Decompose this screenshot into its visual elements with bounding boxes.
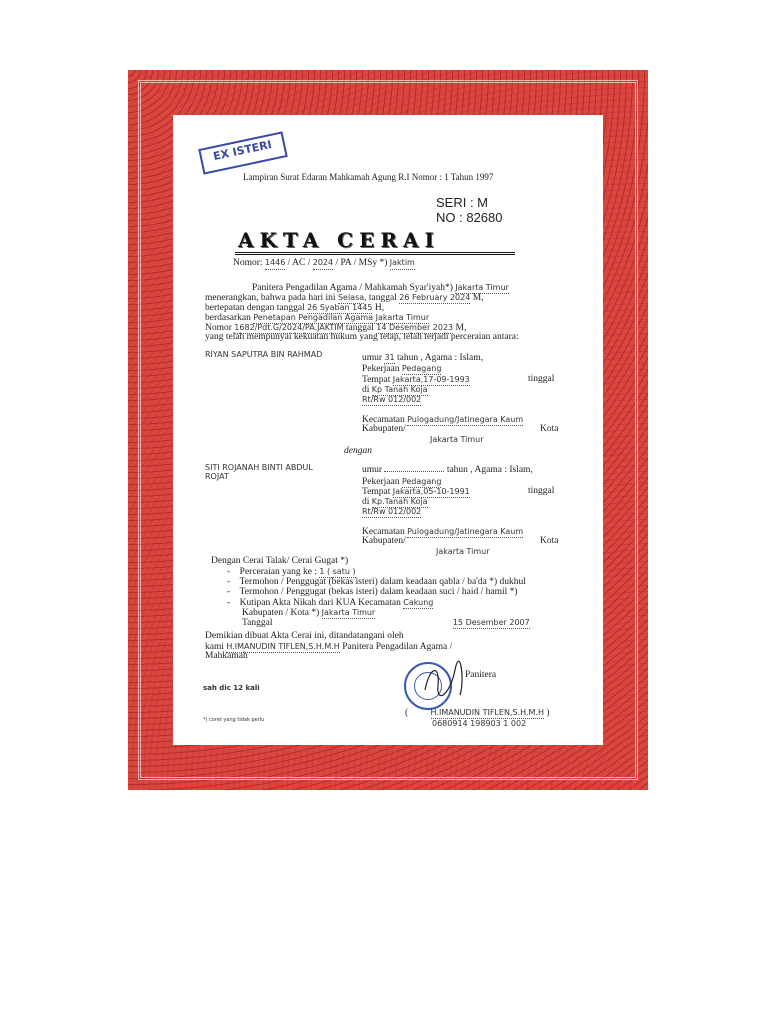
para1-line3: bertepatan dengan tanggal 26 Syaban 1445 H, <box>205 303 385 313</box>
cerai-bullet-4: - Kutipan Akta Nikah dari KUA Kecamatan Cakung <box>227 598 434 608</box>
cerai-heading: Dengan Cerai Talak/ Cerai Gugat *) <box>211 556 349 566</box>
para1-line6: yang telah mempunyai kekuatan hukum yang tetap, telah terjadi perceraian antara: <box>205 332 519 342</box>
header-text: Lampiran Surat Edaran Mahkamah Agung R.I Nomor : 1 Tahun 1997 <box>243 172 494 182</box>
para1-line4: berdasarkan Penetapan Pengadilan Agama Jakarta Timur <box>205 313 430 323</box>
cerai-bullet-2: - Termohon / Penggugat (bekas isteri) dalam keadaan qabla / ba'da *) dukhul <box>227 577 526 587</box>
title-underline <box>235 252 515 255</box>
person2-pekerjaan: Pekerjaan Pedagang <box>362 477 442 487</box>
signer-nip: 0680914 198903 1 002 <box>432 719 527 728</box>
sah-note: sah dic 12 kali <box>203 684 260 692</box>
para1-line5: Nomor 1682/Pdt.G/2024/PA.JAKTIM tanggal 14 Desember 2023 M, <box>205 323 467 333</box>
person2-tempat: Tempat Jakarta,05-10-1991 <box>362 487 470 497</box>
footnote: *) coret yang tidak perlu <box>203 717 265 723</box>
para1-line2: menerangkan, bahwa pada hari ini Selasa, tanggal 26 February 2024 M, <box>205 293 484 303</box>
person1-di: di Kp Tanah Koja <box>362 385 428 395</box>
person1-umur: umur 31 tahun , Agama : Islam, <box>362 353 484 363</box>
person1-tinggal: tinggal <box>528 374 555 384</box>
ex-isteri-stamp: EX ISTERI <box>198 131 288 174</box>
person1-kota-label: Kota <box>540 424 559 434</box>
person2-kabupaten: Kabupaten/ <box>362 536 406 546</box>
signer-name-line: ( H.IMANUDIN TIFLEN,S.H.M.H ) <box>405 708 550 718</box>
person2-di: di Kp.Tanah Koja <box>362 497 428 507</box>
person1-rtrw: Rt/Rw 012/002 <box>362 395 422 404</box>
person1-tempat: Tempat Jakarta,17-09-1993 <box>362 375 470 385</box>
person2-rtrw: Rt/Rw 012/002 <box>362 507 422 516</box>
cerai-bullet-1: - Perceraian yang ke : 1 ( satu ) <box>227 567 356 577</box>
no-label: NO : 82680 <box>436 210 503 225</box>
nomor-line: Nomor: 1446 / AC / 2024 / PA / MSy *) Jaktim <box>233 258 415 268</box>
document-title: AKTA CERAI <box>238 228 440 252</box>
closing-line1: Demikian dibuat Akta Cerai ini, ditandatangani oleh <box>205 631 404 641</box>
cerai-bullet-3: - Termohon / Penggugat (bekas isteri) dalam keadaan suci / haid / hamil *) <box>227 587 518 597</box>
cerai-tanggal: Tanggal 15 Desember 2007 <box>242 618 530 628</box>
signature-scribble <box>420 660 470 700</box>
person1-kecamatan: Kecamatan Pulogadung/Jatinegara Kaum <box>362 415 524 425</box>
person1-name: RIYAN SAPUTRA BIN RAHMAD <box>205 350 323 359</box>
person2-name: SITI ROJANAH BINTI ABDUL ROJAT <box>205 463 313 481</box>
person2-tinggal: tinggal <box>528 486 555 496</box>
cerai-kabupaten: Kabupaten / Kota *) Jakarta Timur <box>242 608 376 618</box>
person1-kota: Jakarta Timur <box>430 435 484 444</box>
person2-kecamatan: Kecamatan Pulogadung/Jatinegara Kaum <box>362 527 524 537</box>
person1-pekerjaan: Pekerjaan Pedagang <box>362 364 442 374</box>
dengan-text: dengan <box>344 446 372 456</box>
person1-kabupaten: Kabupaten/ <box>362 424 406 434</box>
closing-line3: Mahkamah <box>205 651 248 661</box>
person2-umur: umur tahun , Agama : Islam, <box>362 465 533 475</box>
person2-kota-label: Kota <box>540 536 559 546</box>
seri-label: SERI : M <box>436 195 489 210</box>
para1-line1: Panitera Pengadilan Agama / Mahkamah Syar'iyah*) Jakarta Timur <box>252 283 509 293</box>
person2-kota: Jakarta Timur <box>436 547 490 556</box>
closing-line2: kami H.IMANUDIN TIFLEN,S.H.M.H Panitera Pengadilan Agama / <box>205 642 453 652</box>
panitera-label: Panitera <box>465 670 497 680</box>
